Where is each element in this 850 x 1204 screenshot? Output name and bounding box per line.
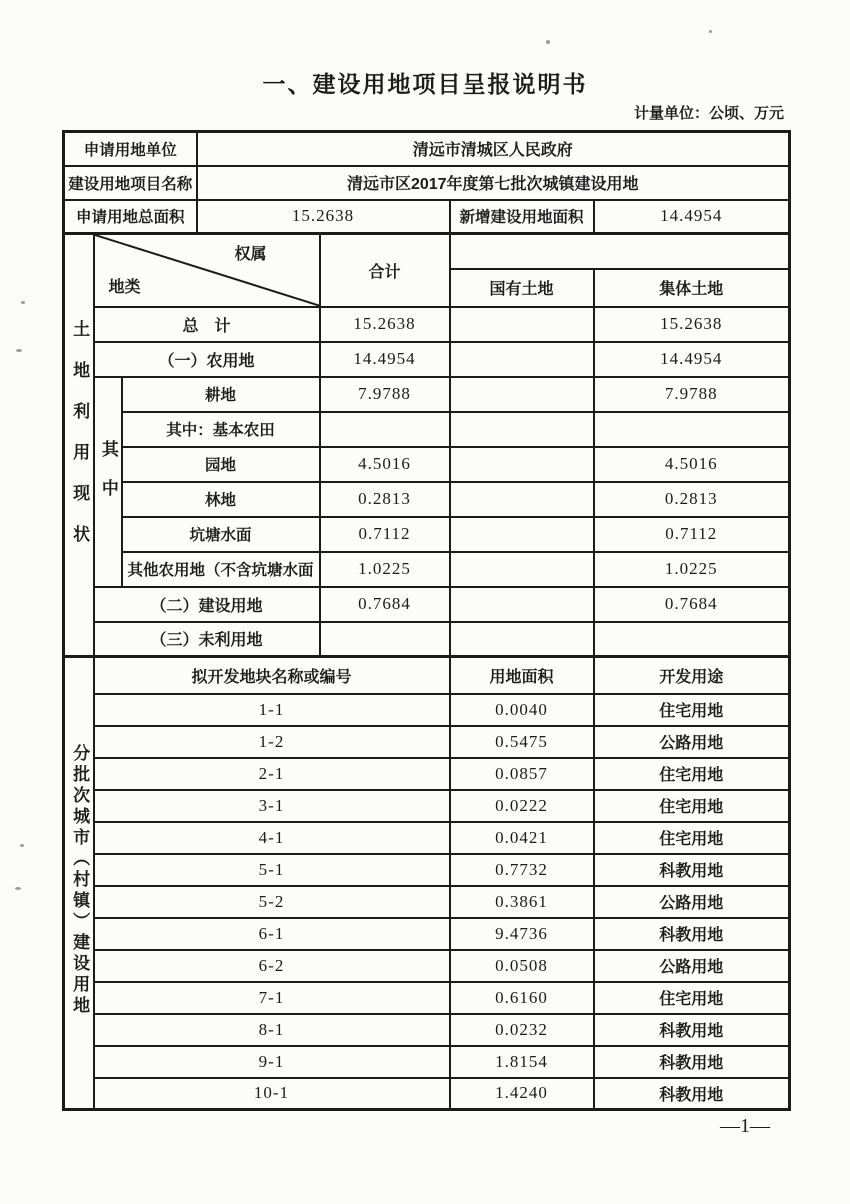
parcel-name-cell: 1-1: [94, 694, 450, 726]
info-value-total-area: 15.2638: [197, 200, 450, 234]
land-total-cell: 1.0225: [320, 552, 450, 587]
land-state-cell: [450, 622, 594, 657]
page-number: —1—: [720, 1115, 770, 1137]
land-state-cell: [450, 447, 594, 482]
info-value-new-area: 14.4954: [594, 200, 790, 234]
land-collective-cell: 4.5016: [594, 447, 790, 482]
land-use-header-row-1: [64, 234, 790, 269]
land-state-cell: [450, 342, 594, 377]
land-use-row: [64, 482, 790, 517]
land-total-cell: 4.5016: [320, 447, 450, 482]
parcels-header-use: 开发用途: [594, 657, 790, 694]
land-collective-cell: 7.9788: [594, 377, 790, 412]
parcel-row: [64, 790, 790, 822]
col-header-collective-land: 集体土地: [594, 269, 790, 307]
parcel-use-cell: 住宅用地: [594, 694, 790, 726]
parcel-row: [64, 950, 790, 982]
land-use-row: [64, 342, 790, 377]
parcel-use-cell: 公路用地: [594, 950, 790, 982]
parcel-name-cell: 6-2: [94, 950, 450, 982]
info-row-areas: [64, 200, 790, 234]
parcel-row: [64, 982, 790, 1014]
land-name-cell: （三）未利用地: [94, 622, 320, 657]
land-state-cell: [450, 307, 594, 342]
diagonal-top-label: 权属: [234, 246, 267, 263]
parcel-use-cell: 科教用地: [594, 854, 790, 886]
land-use-row: [64, 377, 790, 412]
land-total-cell: 7.9788: [320, 377, 450, 412]
ownership-header-spacer: [450, 234, 790, 269]
parcels-header-area: 用地面积: [450, 657, 594, 694]
parcel-area-cell: 0.0222: [450, 790, 594, 822]
parcel-row: [64, 1078, 790, 1110]
land-collective-cell: [594, 412, 790, 447]
section-label-land-use-cell: [64, 234, 94, 657]
section-label-land-use: 土地利用现状: [70, 319, 90, 566]
parcel-area-cell: 1.8154: [450, 1046, 594, 1078]
parcel-name-cell: 3-1: [94, 790, 450, 822]
land-collective-cell: 15.2638: [594, 307, 790, 342]
parcel-area-cell: 1.4240: [450, 1078, 594, 1110]
col-header-total: 合计: [320, 234, 450, 307]
parcel-name-cell: 6-1: [94, 918, 450, 950]
subgroup-label: 其中: [98, 440, 118, 518]
parcel-name-cell: 7-1: [94, 982, 450, 1014]
land-name-cell: 坑塘水面: [122, 517, 320, 552]
land-use-row: [64, 307, 790, 342]
land-name-cell: 总 计: [94, 307, 320, 342]
land-state-cell: [450, 552, 594, 587]
info-label-total-area: 申请用地总面积: [64, 200, 197, 234]
page-title: 一、建设用地项目呈报说明书: [262, 71, 588, 97]
scan-speck: [546, 40, 550, 44]
land-use-table: [62, 232, 791, 658]
land-total-cell: [320, 622, 450, 657]
parcel-area-cell: 9.4736: [450, 918, 594, 950]
parcel-name-cell: 10-1: [94, 1078, 450, 1110]
parcel-name-cell: 5-1: [94, 854, 450, 886]
parcels-header-name: 拟开发地块名称或编号: [94, 657, 450, 694]
parcel-use-cell: 科教用地: [594, 1046, 790, 1078]
land-collective-cell: 14.4954: [594, 342, 790, 377]
parcel-use-cell: 科教用地: [594, 1078, 790, 1110]
land-name-cell: （一）农用地: [94, 342, 320, 377]
parcel-area-cell: 0.0421: [450, 822, 594, 854]
land-total-cell: 15.2638: [320, 307, 450, 342]
land-state-cell: [450, 517, 594, 552]
parcel-row: [64, 758, 790, 790]
land-collective-cell: 1.0225: [594, 552, 790, 587]
parcel-name-cell: 2-1: [94, 758, 450, 790]
parcels-header-row: [64, 657, 790, 694]
parcel-row: [64, 886, 790, 918]
info-label-new-area: 新增建设用地面积: [450, 200, 594, 234]
info-label-project-name: 建设用地项目名称: [64, 166, 197, 200]
parcel-name-cell: 9-1: [94, 1046, 450, 1078]
parcel-use-cell: 住宅用地: [594, 758, 790, 790]
scan-speck: [709, 30, 712, 33]
scan-speck: [15, 887, 21, 890]
land-use-row: [64, 622, 790, 657]
land-name-cell: 林地: [122, 482, 320, 517]
land-use-row: [64, 447, 790, 482]
parcels-table: [62, 655, 791, 1111]
parcel-area-cell: 0.0508: [450, 950, 594, 982]
diagonal-header-cell: [94, 234, 320, 307]
unit-note: 计量单位：公顷、万元: [633, 105, 784, 122]
info-label-applicant: 申请用地单位: [64, 132, 197, 166]
scan-speck: [20, 844, 24, 847]
land-state-cell: [450, 587, 594, 622]
parcel-row: [64, 694, 790, 726]
land-state-cell: [450, 412, 594, 447]
land-use-row: [64, 412, 790, 447]
info-value-project-name: 清远市区2017年度第七批次城镇建设用地: [197, 166, 790, 200]
land-name-cell: 其中：基本农田: [122, 412, 320, 447]
scan-speck: [16, 349, 22, 352]
parcel-row: [64, 726, 790, 758]
info-table: [62, 130, 791, 235]
info-row-project-name: [64, 166, 790, 200]
land-collective-cell: [594, 622, 790, 657]
parcel-name-cell: 4-1: [94, 822, 450, 854]
parcel-area-cell: 0.7732: [450, 854, 594, 886]
parcel-row: [64, 822, 790, 854]
land-use-row: [64, 587, 790, 622]
parcel-use-cell: 科教用地: [594, 918, 790, 950]
parcel-use-cell: 住宅用地: [594, 790, 790, 822]
land-name-cell: 其他农用地（不含坑塘水面: [122, 552, 320, 587]
parcel-row: [64, 1046, 790, 1078]
land-name-cell: （二）建设用地: [94, 587, 320, 622]
parcel-area-cell: 0.3861: [450, 886, 594, 918]
info-row-applicant: [64, 132, 790, 166]
land-state-cell: [450, 482, 594, 517]
land-total-cell: 0.2813: [320, 482, 450, 517]
parcel-use-cell: 住宅用地: [594, 822, 790, 854]
report-form: [62, 130, 788, 1111]
parcel-area-cell: 0.0232: [450, 1014, 594, 1046]
parcel-use-cell: 公路用地: [594, 886, 790, 918]
col-header-state-land: 国有土地: [450, 269, 594, 307]
parcel-row: [64, 854, 790, 886]
section-label-parcels-cell: [64, 657, 94, 1110]
parcel-use-cell: 科教用地: [594, 1014, 790, 1046]
parcel-use-cell: 住宅用地: [594, 982, 790, 1014]
parcel-area-cell: 0.0040: [450, 694, 594, 726]
land-use-row: [64, 517, 790, 552]
parcel-name-cell: 5-2: [94, 886, 450, 918]
land-name-cell: 园地: [122, 447, 320, 482]
land-collective-cell: 0.2813: [594, 482, 790, 517]
parcel-area-cell: 0.6160: [450, 982, 594, 1014]
parcel-name-cell: 8-1: [94, 1014, 450, 1046]
diagonal-bottom-label: 地类: [108, 278, 141, 296]
parcel-use-cell: 公路用地: [594, 726, 790, 758]
land-collective-cell: 0.7684: [594, 587, 790, 622]
section-label-parcels: 分批次城市（村镇）建设用地: [70, 744, 90, 1017]
land-total-cell: 0.7112: [320, 517, 450, 552]
land-state-cell: [450, 377, 594, 412]
land-total-cell: 14.4954: [320, 342, 450, 377]
parcel-area-cell: 0.0857: [450, 758, 594, 790]
land-total-cell: [320, 412, 450, 447]
land-use-row: [64, 552, 790, 587]
parcel-name-cell: 1-2: [94, 726, 450, 758]
info-value-applicant: 清远市清城区人民政府: [197, 132, 790, 166]
land-total-cell: 0.7684: [320, 587, 450, 622]
parcel-row: [64, 918, 790, 950]
parcel-area-cell: 0.5475: [450, 726, 594, 758]
subgroup-label-cell: [94, 377, 122, 587]
scan-speck: [21, 301, 25, 304]
land-collective-cell: 0.7112: [594, 517, 790, 552]
land-name-cell: 耕地: [122, 377, 320, 412]
parcel-row: [64, 1014, 790, 1046]
